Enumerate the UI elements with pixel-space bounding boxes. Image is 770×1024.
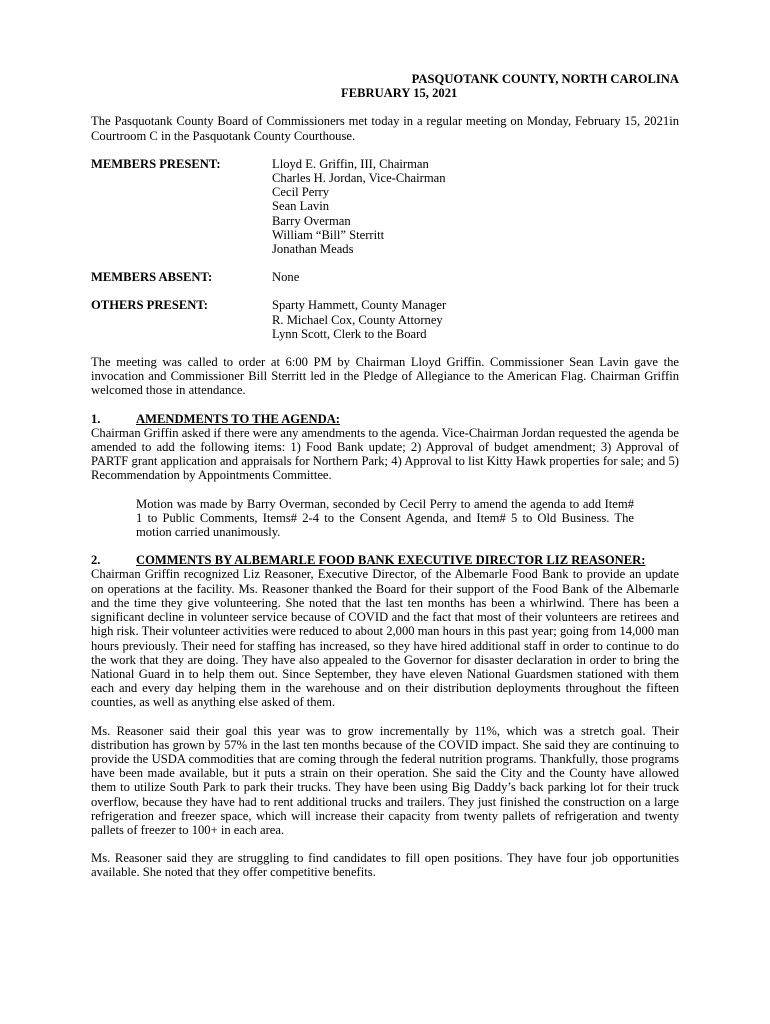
members-present-label: MEMBERS PRESENT: bbox=[91, 156, 221, 171]
section-title: COMMENTS BY ALBEMARLE FOOD BANK EXECUTIVE DIRECTOR LIZ REASONER: bbox=[136, 553, 646, 568]
members-absent-label: MEMBERS ABSENT: bbox=[91, 270, 213, 285]
others-present-list bbox=[272, 298, 446, 341]
members-present-block bbox=[91, 157, 679, 256]
member-name: Lloyd E. Griffin, III, Chairman bbox=[272, 156, 429, 171]
member-name: Sean Lavin bbox=[272, 199, 330, 214]
other-name: R. Michael Cox, County Attorney bbox=[272, 312, 443, 327]
document-content bbox=[91, 72, 679, 894]
others-present-block bbox=[91, 298, 679, 341]
section-title: AMENDMENTS TO THE AGENDA: bbox=[136, 411, 340, 426]
absent-name: None bbox=[272, 270, 300, 285]
amendments-paragraph: Chairman Griffin asked if there were any amendments to the agenda. Vice-Chairman Jordan requested the agenda be amended to add the following items: 1) Food Bank update; 2) Approval of budget amendment; 3) Approval of PARTF grant application and appraisals for Northern Park; 4) Approval to list Kitty Hawk properties for sale; and 5) Recommendation by Appointments Committee. bbox=[91, 425, 680, 483]
motion-paragraph: Motion was made by Barry Overman, seconded by Cecil Perry to amend the agenda to add Item# 1 to Public Comments, Items# 2-4 to the Consent Agenda, and Item# 5 to Old Business. The motion carried unanimously. bbox=[136, 496, 634, 540]
members-present-list bbox=[272, 157, 446, 256]
member-name: William “Bill” Sterritt bbox=[272, 227, 385, 242]
document-header bbox=[91, 72, 679, 100]
other-name: Lynn Scott, Clerk to the Board bbox=[272, 326, 427, 341]
section-heading-food-bank bbox=[91, 553, 679, 567]
food-bank-paragraph-2: Ms. Reasoner said their goal this year was to grow incrementally by 11%, which was a stretch goal. Their distribution has grown by 57% in the last ten months because of the COVID impact. She said they are continuing to provide the USDA commodities that are coming through the federal nutrition programs. Thankfully, those programs have been made available, but it puts a strain on their operation. She said the City and the County have allowed them to utilize South Park to park their trucks. They have been using Big Daddy’s back parking lot for their truck overflow, because they have had to rent additional trucks and trailers. They just finished the construction on a large refrigeration and freezer space, which will increase their capacity from twenty pallets of refrigeration and twenty pallets of freezer to 100+ in each area. bbox=[91, 723, 679, 837]
members-absent-list bbox=[272, 270, 299, 284]
member-name: Jonathan Meads bbox=[272, 242, 354, 257]
section-number: 2. bbox=[91, 553, 101, 568]
section-number: 1. bbox=[91, 411, 101, 426]
intro-paragraph: The Pasquotank County Board of Commissioners met today in a regular meeting on Monday, February 15, 2021in Courtroom C in the Pasquotank County Courthouse. bbox=[91, 114, 679, 143]
header-date: FEBRUARY 15, 2021 bbox=[341, 86, 458, 101]
section-heading-amendments bbox=[91, 412, 679, 426]
member-name: Cecil Perry bbox=[272, 185, 330, 200]
member-name: Barry Overman bbox=[272, 213, 351, 228]
other-name: Sparty Hammett, County Manager bbox=[272, 298, 447, 313]
food-bank-paragraph-3: Ms. Reasoner said they are struggling to find candidates to fill open positions. They have four job opportunities available. She noted that they offer competitive benefits. bbox=[91, 851, 679, 880]
food-bank-paragraph-1: Chairman Griffin recognized Liz Reasoner, Executive Director, of the Albemarle Food Bank to provide an update on operations at the facility. Ms. Reasoner thanked the Board for their support of the Food Bank of the Albemarle and the time they give volunteering. She noted that the last ten months has been a whirlwind. There has been a significant decline in volunteer service because of COVID and the fact that most of their volunteers are retirees and high risk. Their volunteer activities were reduced to about 2,000 man hours in this past year; going from 14,000 man hours previously. Their need for staffing has increased, so they have hired additional staff in order to continue to do the work that they are doing. They have also appealed to the Governor for disaster declaration in order to bring the National Guard in to help them out. Since September, they have eleven National Guardsmen stationed with them each and every day helping them in the warehouse and on their distribution deployments throughout the fifteen counties, as well as anything else asked of them. bbox=[91, 567, 679, 710]
member-name: Charles H. Jordan, Vice-Chairman bbox=[272, 171, 446, 186]
header-county: PASQUOTANK COUNTY, NORTH CAROLINA bbox=[411, 72, 679, 86]
call-to-order-paragraph: The meeting was called to order at 6:00 PM by Chairman Lloyd Griffin. Commissioner Sean Lavin gave the invocation and Commissioner Bill Sterritt led in the Pledge of Allegiance to the American Flag. Chairman Griffin welcomed those in attendance. bbox=[91, 355, 679, 398]
members-absent-block bbox=[91, 270, 679, 284]
others-present-label: OTHERS PRESENT: bbox=[91, 298, 208, 313]
